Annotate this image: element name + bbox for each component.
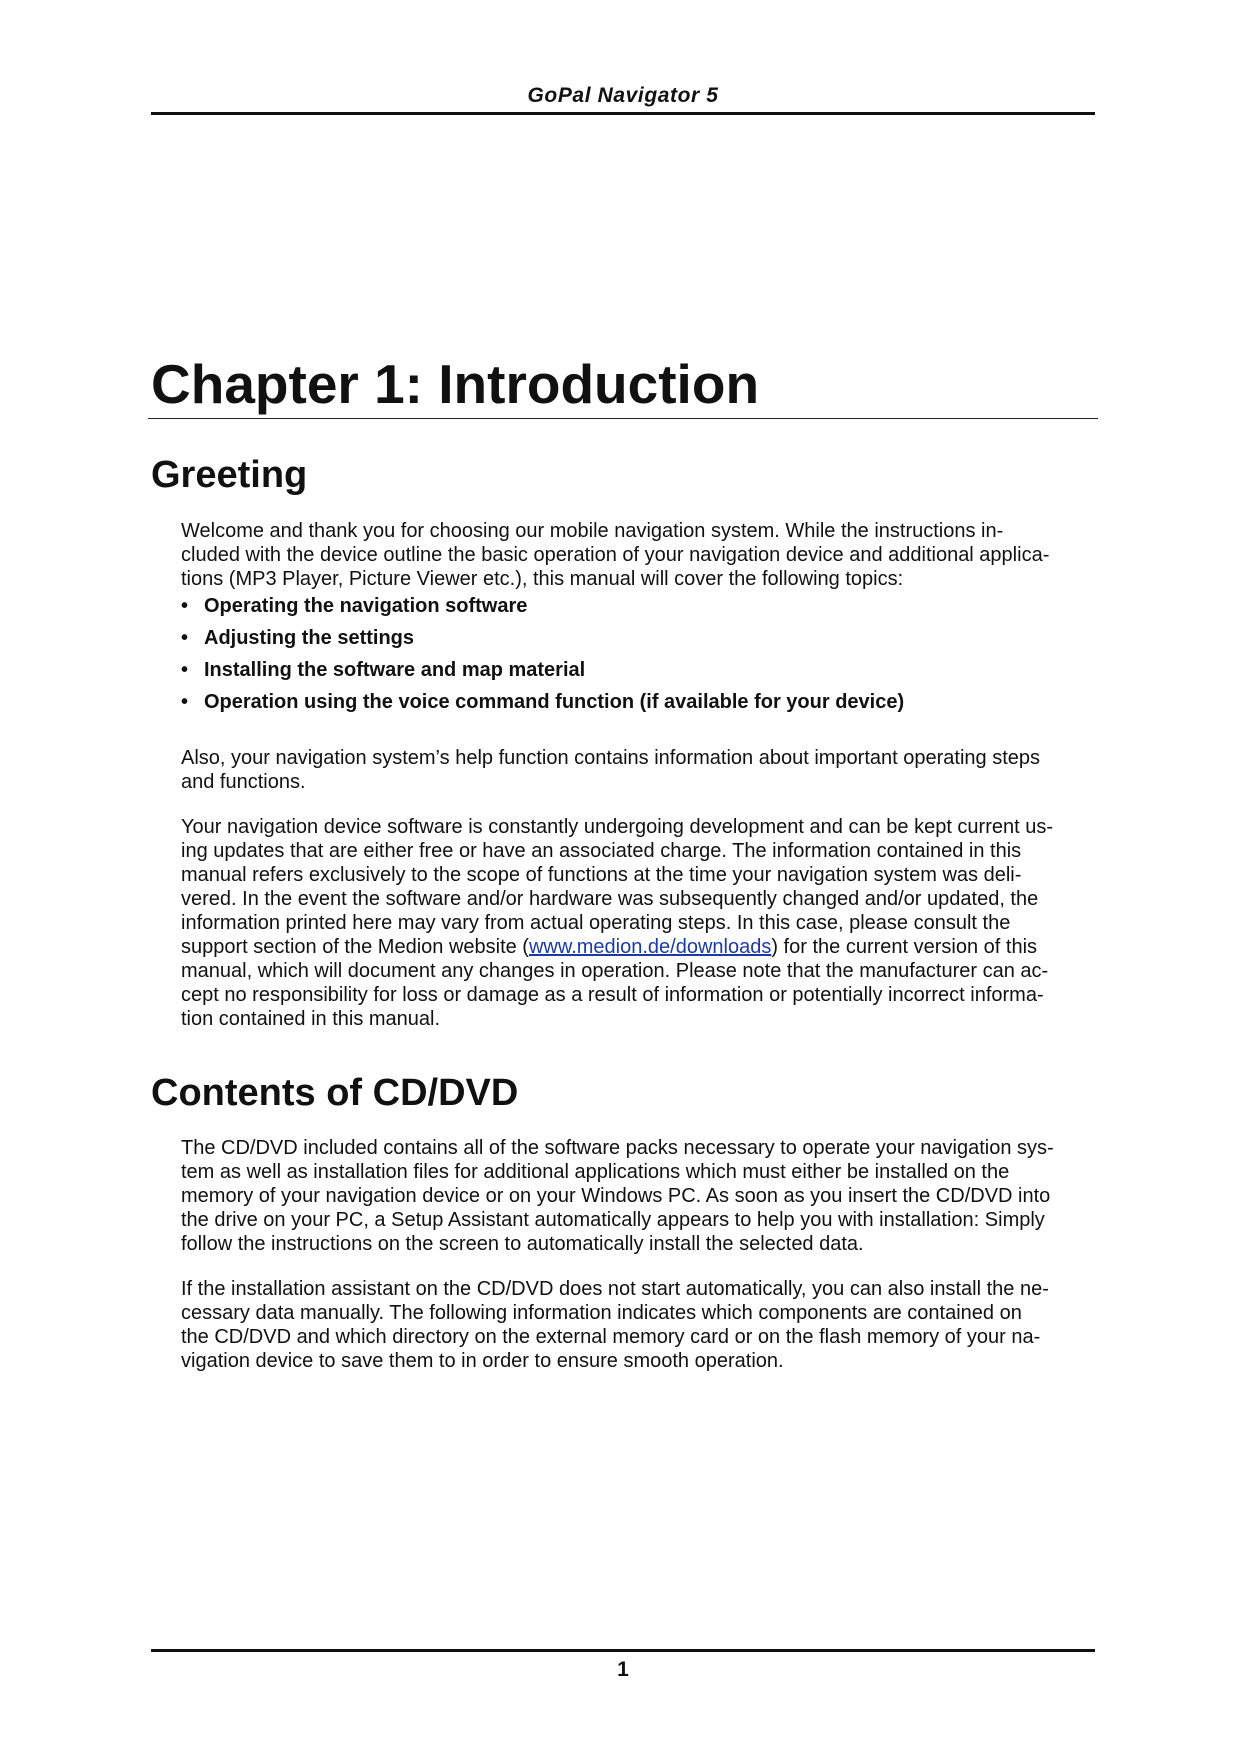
chapter-title: Chapter 1: Introduction bbox=[151, 353, 760, 415]
chapter-rule bbox=[148, 418, 1098, 419]
list-item bbox=[181, 690, 1095, 722]
list-item bbox=[181, 626, 1095, 658]
medion-downloads-link[interactable]: www.medion.de/downloads bbox=[528, 936, 772, 958]
text-line: If the installation assistant on the CD/DVD does not start automatically, you can also install the ne- bbox=[181, 1278, 1049, 1300]
text-line: tions (MP3 Player, Picture Viewer etc.), this manual will cover the following topics: bbox=[181, 568, 904, 590]
page-number: 1 bbox=[617, 1658, 629, 1681]
contents-heading: Contents of CD/DVD bbox=[151, 1072, 519, 1114]
text-line: Also, your navigation system’s help function contains information about important operating steps bbox=[181, 747, 1041, 769]
text-line: vigation device to save them to in order to ensure smooth operation. bbox=[181, 1350, 784, 1372]
text-line: tion contained in this manual. bbox=[181, 1008, 441, 1030]
text-line: the drive on your PC, a Setup Assistant automatically appears to help you with installation: Simply bbox=[181, 1209, 1045, 1231]
bullet-icon: • bbox=[181, 659, 189, 681]
text-line: Your navigation device software is constantly undergoing development and can be kept current us- bbox=[181, 816, 1054, 838]
list-item bbox=[181, 594, 1095, 626]
software-paragraph bbox=[181, 815, 1095, 1031]
topic-label: Installing the software and map material bbox=[204, 659, 586, 681]
help-paragraph bbox=[181, 746, 1095, 794]
bullet-icon: • bbox=[181, 595, 189, 617]
support-line bbox=[181, 935, 1095, 959]
running-header: GoPal Navigator 5 bbox=[527, 84, 719, 107]
greeting-intro-paragraph bbox=[181, 519, 1095, 591]
text-line: tem as well as installation files for additional applications which must either be installed on the bbox=[181, 1161, 1010, 1183]
list-item bbox=[181, 658, 1095, 690]
text-line: the CD/DVD and which directory on the external memory card or on the flash memory of your na- bbox=[181, 1326, 1041, 1348]
bullet-icon: • bbox=[181, 691, 189, 713]
text-line: follow the instructions on the screen to automatically install the selected data. bbox=[181, 1233, 864, 1255]
text-line: manual, which will document any changes in operation. Please note that the manufacturer can ac- bbox=[181, 960, 1049, 982]
greeting-heading: Greeting bbox=[151, 454, 308, 496]
topic-label: Adjusting the settings bbox=[204, 627, 414, 649]
text-line: vered. In the event the software and/or hardware was subsequently changed and/or updated, the bbox=[181, 888, 1039, 910]
support-text-after: ) for the current version of this bbox=[771, 936, 1038, 958]
footer-rule bbox=[151, 1649, 1095, 1652]
topic-label: Operation using the voice command function (if available for your device) bbox=[204, 691, 905, 713]
text-line: ing updates that are either free or have an associated charge. The information contained in this bbox=[181, 840, 1022, 862]
text-line: cept no responsibility for loss or damage as a result of information or potentially incorrect informa- bbox=[181, 984, 1044, 1006]
contents-paragraph-1 bbox=[181, 1136, 1095, 1256]
support-text-before: support section of the Medion website ( bbox=[181, 936, 529, 958]
topics-list bbox=[181, 594, 1095, 722]
text-line: and functions. bbox=[181, 771, 306, 793]
bullet-icon: • bbox=[181, 627, 189, 649]
text-line: cessary data manually. The following information indicates which components are contained on bbox=[181, 1302, 1022, 1324]
text-line: information printed here may vary from actual operating steps. In this case, please consult the bbox=[181, 912, 1011, 934]
text-line: Welcome and thank you for choosing our mobile navigation system. While the instructions in- bbox=[181, 520, 1004, 542]
text-line: memory of your navigation device or on your Windows PC. As soon as you insert the CD/DVD into bbox=[181, 1185, 1051, 1207]
header-rule bbox=[151, 112, 1095, 115]
topic-label: Operating the navigation software bbox=[204, 595, 528, 617]
text-line: cluded with the device outline the basic operation of your navigation device and additional applica- bbox=[181, 544, 1050, 566]
text-line: The CD/DVD included contains all of the software packs necessary to operate your navigation sys- bbox=[181, 1137, 1054, 1159]
contents-paragraph-2 bbox=[181, 1277, 1095, 1373]
text-line: manual refers exclusively to the scope of functions at the time your navigation system was deli- bbox=[181, 864, 1022, 886]
